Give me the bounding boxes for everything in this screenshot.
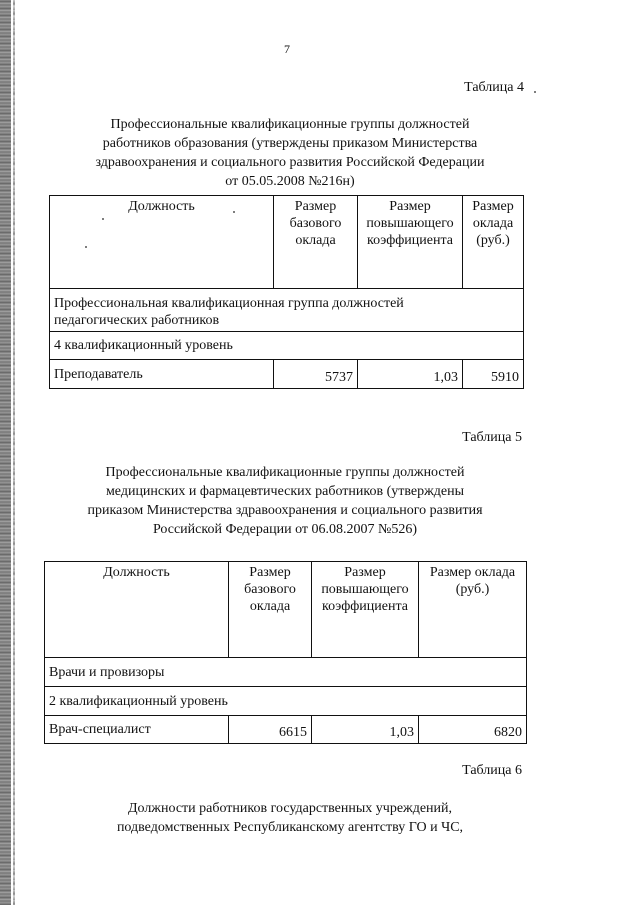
header-salary	[419, 562, 527, 658]
header-line: коэффициента	[367, 233, 453, 248]
scan-speck	[102, 218, 104, 220]
table5-title-line: Российской Федерации от 06.08.2007 №526)	[152, 522, 418, 537]
group-cell	[50, 289, 524, 332]
table5-caption: Таблица 5	[462, 430, 522, 445]
table5-title-line: Профессиональные квалификационные группы должностей	[105, 465, 465, 480]
header-position	[50, 196, 274, 289]
position-cell: Врач-специалист	[45, 716, 229, 744]
header-line: коэффициента	[322, 599, 408, 614]
table4-salary-table	[49, 195, 524, 389]
header-line: Размер оклада	[429, 565, 516, 580]
header-position-text: Должность	[128, 199, 195, 214]
table-row	[50, 360, 524, 389]
group-line: педагогических работников	[54, 313, 220, 328]
header-line: Размер	[249, 565, 291, 580]
level-cell: 2 квалификационный уровень	[45, 687, 527, 716]
table4-title-line: от 05.05.2008 №216н)	[225, 174, 355, 189]
header-line: повышающего	[321, 582, 409, 597]
header-line: Размер	[389, 199, 431, 214]
header-line: повышающего	[366, 216, 454, 231]
coefficient-cell: 1,03	[312, 716, 419, 744]
table6-caption: Таблица 6	[462, 763, 522, 778]
header-line: оклада	[249, 599, 291, 614]
header-base-salary	[274, 196, 358, 289]
table-header-row	[50, 196, 524, 289]
salary-cell: 5910	[463, 360, 524, 389]
table4-title-line: здравоохранения и социального развития Российской Федерации	[95, 155, 485, 170]
header-salary	[463, 196, 524, 289]
header-line: базового	[289, 216, 342, 231]
page-number: 7	[284, 42, 290, 56]
table6-title-line: подведомственных Республиканскому агентству ГО и ЧС,	[116, 820, 464, 835]
header-coefficient	[312, 562, 419, 658]
table-header-row	[45, 562, 527, 658]
header-line: Размер	[344, 565, 386, 580]
table-level-row	[45, 687, 527, 716]
table-level-row	[50, 332, 524, 360]
table5-title-line: приказом Министерства здравоохранения и социального развития	[87, 503, 483, 518]
table-group-row	[50, 289, 524, 332]
table4-title-line: работников образования (утверждены приказом Министерства	[102, 136, 478, 151]
header-position	[45, 562, 229, 658]
table5-salary-table	[44, 561, 527, 744]
scan-speck	[233, 211, 235, 213]
header-line: оклада	[295, 233, 336, 248]
header-line: оклада	[472, 216, 514, 231]
table5-title	[50, 463, 520, 539]
table4-title-line: Профессиональные квалификационные группы должностей	[110, 117, 470, 132]
table4-caption: Таблица 4	[464, 80, 524, 95]
header-line: Размер	[294, 199, 337, 214]
position-cell: Преподаватель	[50, 360, 274, 389]
table5-title-line: медицинских и фармацевтических работников (утверждены	[105, 484, 465, 499]
base-salary-cell: 6615	[229, 716, 312, 744]
header-base-salary	[229, 562, 312, 658]
scan-speck	[534, 91, 536, 93]
header-position-text: Должность	[103, 565, 170, 580]
table6-title	[60, 799, 520, 837]
scan-edge-line	[13, 0, 15, 905]
scan-edge-shadow	[0, 0, 11, 905]
group-cell: Врачи и провизоры	[45, 658, 527, 687]
coefficient-cell: 1,03	[358, 360, 463, 389]
salary-cell: 6820	[419, 716, 527, 744]
table4-title	[60, 115, 520, 191]
header-line: базового	[244, 582, 296, 597]
scan-speck	[85, 246, 87, 248]
base-salary-cell: 5737	[274, 360, 358, 389]
header-line: Размер	[472, 199, 514, 214]
table-row	[45, 716, 527, 744]
header-line: (руб.)	[476, 233, 510, 248]
level-cell: 4 квалификационный уровень	[50, 332, 524, 360]
table6-title-line: Должности работников государственных учреждений,	[127, 801, 453, 816]
group-line: Профессиональная квалификационная группа должностей	[54, 296, 404, 311]
header-coefficient	[358, 196, 463, 289]
header-line: (руб.)	[455, 582, 490, 597]
table-group-row	[45, 658, 527, 687]
